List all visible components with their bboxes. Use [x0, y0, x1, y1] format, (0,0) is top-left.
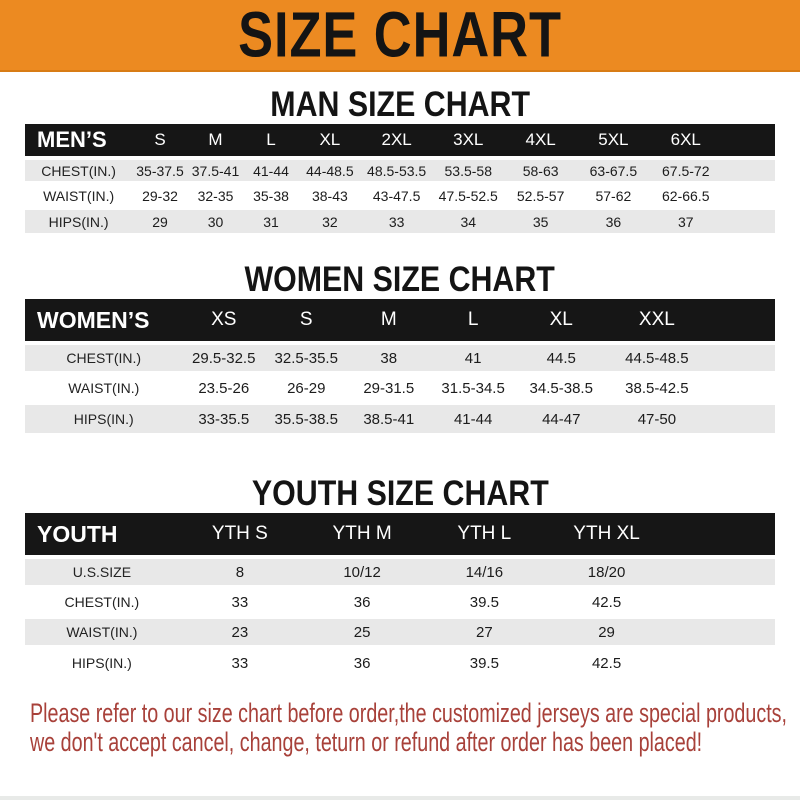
row-label: CHEST(IN.) — [25, 343, 183, 373]
row-filler — [668, 587, 775, 617]
size-column-header: M — [348, 299, 431, 343]
size-column-header: XL — [299, 124, 361, 158]
measurement-row — [25, 557, 775, 587]
women-section-title-text: WOMEN SIZE CHART — [244, 258, 556, 299]
measurement-row — [25, 587, 775, 617]
size-value-cell: 27 — [423, 617, 545, 647]
size-value-cell: 26-29 — [265, 373, 348, 403]
size-column-header: L — [430, 299, 516, 343]
size-value-cell: 44-47 — [516, 403, 606, 433]
size-value-cell: 30 — [188, 208, 244, 233]
size-value-cell: 44.5-48.5 — [606, 343, 707, 373]
size-chart-banner — [0, 0, 800, 72]
measurement-row — [25, 183, 775, 208]
row-filler — [668, 617, 775, 647]
size-column-header: 6XL — [650, 124, 722, 158]
size-value-cell: 62-66.5 — [650, 183, 722, 208]
size-value-cell: 18/20 — [545, 557, 667, 587]
size-value-cell: 41-44 — [430, 403, 516, 433]
size-column-header: YTH XL — [545, 513, 667, 557]
size-value-cell: 52.5-57 — [504, 183, 577, 208]
size-column-header: XXL — [606, 299, 707, 343]
size-column-header: XL — [516, 299, 606, 343]
youth-section-title — [0, 473, 800, 513]
size-value-cell: 47-50 — [606, 403, 707, 433]
women-table-body — [25, 343, 775, 433]
size-value-cell: 23.5-26 — [183, 373, 266, 403]
size-value-cell: 36 — [577, 208, 650, 233]
row-label: CHEST(IN.) — [25, 587, 179, 617]
size-value-cell: 35-37.5 — [132, 158, 188, 183]
size-value-cell: 23 — [179, 617, 301, 647]
size-value-cell: 33-35.5 — [183, 403, 266, 433]
row-label: WAIST(IN.) — [25, 183, 132, 208]
size-value-cell: 58-63 — [504, 158, 577, 183]
size-value-cell: 38.5-41 — [348, 403, 431, 433]
size-value-cell: 63-67.5 — [577, 158, 650, 183]
size-value-cell: 47.5-52.5 — [432, 183, 504, 208]
row-filler — [722, 208, 775, 233]
measurement-row — [25, 647, 775, 677]
table-group-label: MEN’S — [25, 124, 132, 158]
measurement-row — [25, 617, 775, 647]
youth-section-title-text: YOUTH SIZE CHART — [251, 472, 549, 513]
size-column-header: 5XL — [577, 124, 650, 158]
men-size-table — [25, 124, 775, 233]
size-value-cell: 32-35 — [188, 183, 244, 208]
size-column-header: L — [243, 124, 299, 158]
row-label: WAIST(IN.) — [25, 617, 179, 647]
size-column-header: S — [265, 299, 348, 343]
size-value-cell: 38 — [348, 343, 431, 373]
youth-size-table — [25, 513, 775, 677]
size-value-cell: 25 — [301, 617, 423, 647]
row-label: HIPS(IN.) — [25, 403, 183, 433]
size-value-cell: 39.5 — [423, 647, 545, 677]
banner-title: SIZE CHART — [238, 0, 562, 71]
table-header-row — [25, 124, 775, 158]
size-value-cell: 37.5-41 — [188, 158, 244, 183]
size-value-cell: 42.5 — [545, 587, 667, 617]
size-value-cell: 10/12 — [301, 557, 423, 587]
row-filler — [668, 647, 775, 677]
size-column-header: S — [132, 124, 188, 158]
measurement-row — [25, 343, 775, 373]
measurement-row — [25, 158, 775, 183]
size-value-cell: 38-43 — [299, 183, 361, 208]
measurement-row — [25, 403, 775, 433]
size-value-cell: 29-31.5 — [348, 373, 431, 403]
row-filler — [722, 183, 775, 208]
size-value-cell: 8 — [179, 557, 301, 587]
size-value-cell: 29-32 — [132, 183, 188, 208]
size-value-cell: 38.5-42.5 — [606, 373, 707, 403]
footer-line-1: Please refer to our size chart before order,the customized jerseys are special products, — [30, 698, 788, 728]
size-column-header: 2XL — [361, 124, 432, 158]
header-filler — [708, 299, 776, 343]
row-label: HIPS(IN.) — [25, 647, 179, 677]
size-value-cell: 32 — [299, 208, 361, 233]
row-filler — [708, 373, 776, 403]
size-value-cell: 36 — [301, 647, 423, 677]
size-value-cell: 57-62 — [577, 183, 650, 208]
size-value-cell: 29 — [545, 617, 667, 647]
size-value-cell: 14/16 — [423, 557, 545, 587]
man-section-title-text: MAN SIZE CHART — [270, 83, 530, 124]
size-value-cell: 31 — [243, 208, 299, 233]
size-value-cell: 29 — [132, 208, 188, 233]
size-value-cell: 44.5 — [516, 343, 606, 373]
size-value-cell: 34 — [432, 208, 504, 233]
row-label: CHEST(IN.) — [25, 158, 132, 183]
header-filler — [722, 124, 775, 158]
table-header-row — [25, 513, 775, 557]
measurement-row — [25, 208, 775, 233]
row-label: WAIST(IN.) — [25, 373, 183, 403]
youth-table-body — [25, 557, 775, 677]
size-value-cell: 44-48.5 — [299, 158, 361, 183]
row-filler — [668, 557, 775, 587]
size-value-cell: 31.5-34.5 — [430, 373, 516, 403]
size-value-cell: 67.5-72 — [650, 158, 722, 183]
footer-line-2: we don't accept cancel, change, teturn or refund after order has been placed! — [30, 727, 703, 757]
table-header-row — [25, 299, 775, 343]
size-value-cell: 35-38 — [243, 183, 299, 208]
size-value-cell: 41 — [430, 343, 516, 373]
size-value-cell: 29.5-32.5 — [183, 343, 266, 373]
size-value-cell: 37 — [650, 208, 722, 233]
size-value-cell: 42.5 — [545, 647, 667, 677]
size-column-header: 3XL — [432, 124, 504, 158]
row-filler — [708, 403, 776, 433]
size-column-header: 4XL — [504, 124, 577, 158]
row-label: U.S.SIZE — [25, 557, 179, 587]
men-table-body — [25, 158, 775, 233]
footer-note — [30, 699, 800, 757]
size-value-cell: 48.5-53.5 — [361, 158, 432, 183]
size-column-header: YTH L — [423, 513, 545, 557]
size-value-cell: 36 — [301, 587, 423, 617]
size-value-cell: 41-44 — [243, 158, 299, 183]
size-column-header: YTH S — [179, 513, 301, 557]
size-value-cell: 39.5 — [423, 587, 545, 617]
women-size-table — [25, 299, 775, 433]
youth-table-header — [25, 513, 775, 557]
women-section-title — [0, 259, 800, 299]
size-column-header: YTH M — [301, 513, 423, 557]
size-column-header: M — [188, 124, 244, 158]
size-value-cell: 33 — [179, 587, 301, 617]
header-filler — [668, 513, 775, 557]
size-value-cell: 43-47.5 — [361, 183, 432, 208]
women-table-header — [25, 299, 775, 343]
table-group-label: WOMEN’S — [25, 299, 183, 343]
row-label: HIPS(IN.) — [25, 208, 132, 233]
man-section-title — [0, 84, 800, 124]
size-value-cell: 53.5-58 — [432, 158, 504, 183]
measurement-row — [25, 373, 775, 403]
size-column-header: XS — [183, 299, 266, 343]
size-value-cell: 32.5-35.5 — [265, 343, 348, 373]
size-value-cell: 33 — [361, 208, 432, 233]
size-value-cell: 35.5-38.5 — [265, 403, 348, 433]
size-value-cell: 33 — [179, 647, 301, 677]
men-table-header — [25, 124, 775, 158]
row-filler — [722, 158, 775, 183]
size-value-cell: 35 — [504, 208, 577, 233]
size-value-cell: 34.5-38.5 — [516, 373, 606, 403]
table-group-label: YOUTH — [25, 513, 179, 557]
row-filler — [708, 343, 776, 373]
image-bottom-edge — [0, 796, 800, 800]
